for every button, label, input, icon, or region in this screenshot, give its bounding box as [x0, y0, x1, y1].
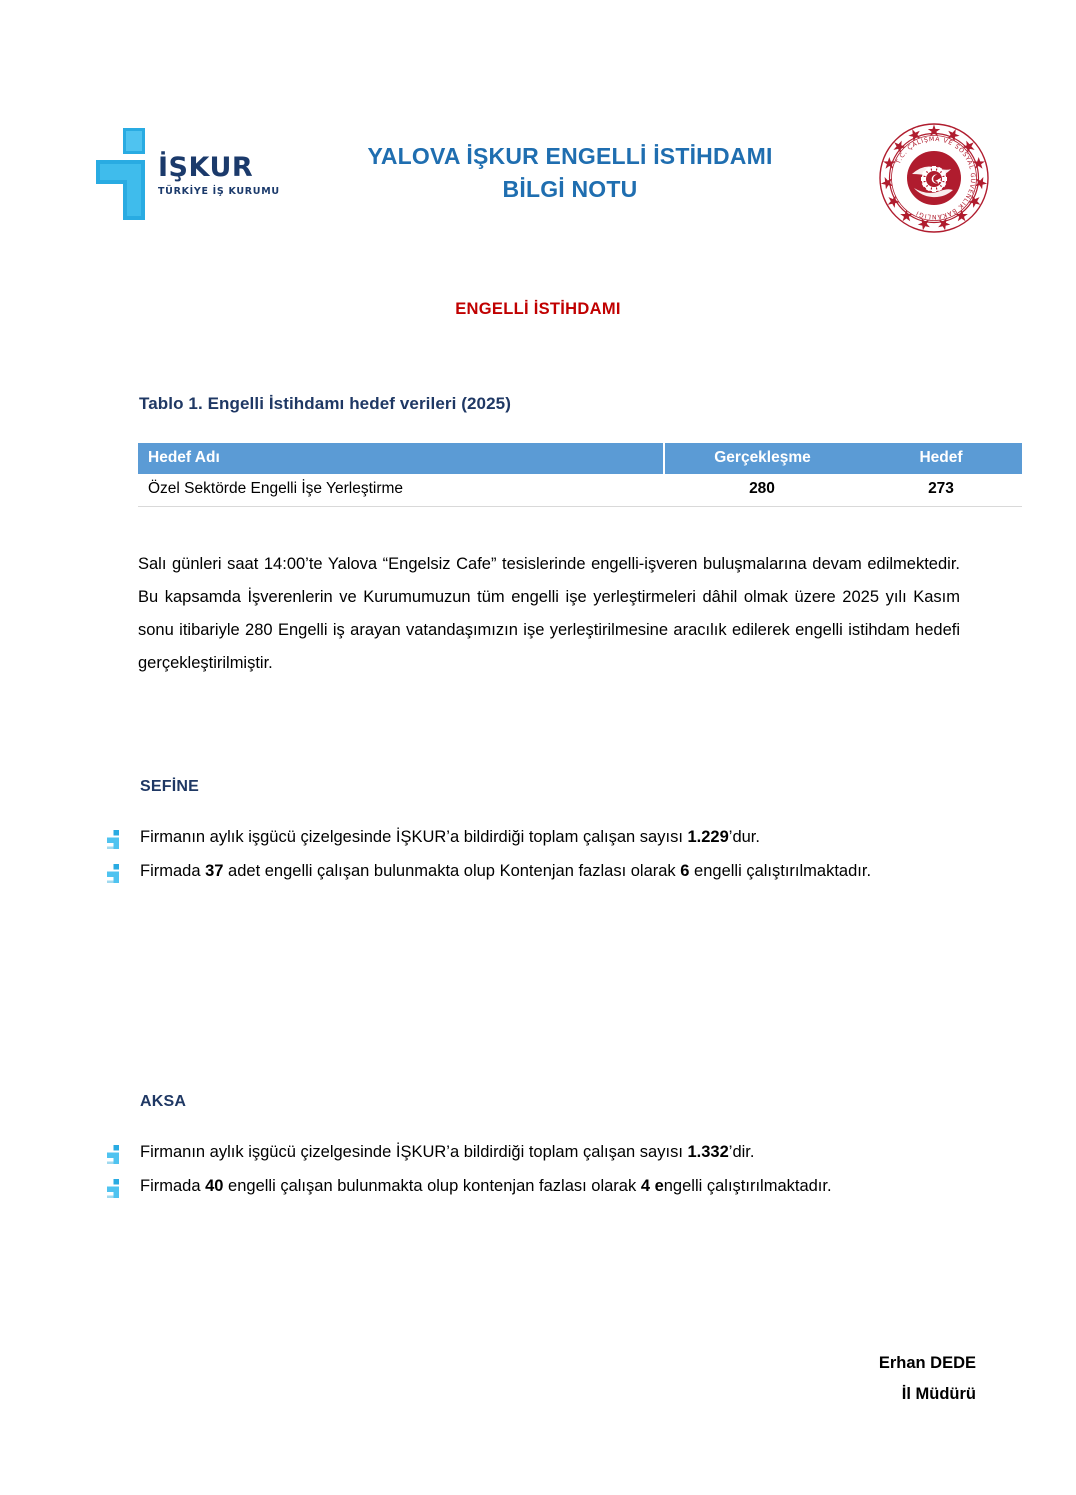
cell-gerceklesme: 280 [664, 474, 860, 507]
table-head [138, 443, 1022, 474]
bullet-text: Firmada [140, 862, 206, 880]
bullet-text: ngelli çalıştırılmaktadır. [663, 1177, 832, 1195]
page-title-line2: BİLGİ NOTU [502, 175, 638, 202]
bullet-text: ’dur. [728, 828, 760, 846]
page-title [300, 140, 840, 205]
table-row [138, 474, 1022, 507]
table-caption: Tablo 1. Engelli İstihdamı hedef verileri (2025) [139, 394, 511, 413]
ministry-seal-icon [878, 122, 990, 234]
company-title: AKSA [140, 1093, 187, 1110]
company-section-aksa [104, 1093, 964, 1204]
section-heading-engelli-istihdami: ENGELLİ İSTİHDAMI [455, 300, 621, 318]
bullet-text: Firmanın aylık işgücü çizelgesinde İŞKUR’a bildirdiği toplam çalışan sayısı [140, 1143, 688, 1161]
cell-hedef: 273 [860, 474, 1022, 507]
cell-hedef-adi: Özel Sektörde Engelli İşe Yerleştirme [138, 474, 664, 507]
emphasis-value: 1.229 [687, 828, 729, 846]
iskur-subtitle: TÜRKİYE İŞ KURUMU [158, 186, 280, 197]
company-title: SEFİNE [140, 778, 199, 795]
bullet-text: Firmanın aylık işgücü çizelgesinde İŞKUR’a bildirdiği toplam çalışan sayısı [140, 828, 688, 846]
iskur-bullet-icon [107, 828, 122, 847]
signature-name: Erhan DEDE [878, 1354, 976, 1372]
bullet-text: adet engelli çalışan bulunmakta olup Kontenjan fazlası olarak [223, 862, 681, 880]
iskur-bullet-icon [107, 1177, 122, 1196]
list-item [104, 821, 964, 854]
bullet-text: engelli çalıştırılmaktadır. [689, 862, 872, 880]
list-item [104, 1170, 964, 1203]
bullet-text: engelli çalışan bulunmakta olup kontenjan fazlası olarak [223, 1177, 641, 1195]
company-bullet-list [104, 1136, 964, 1203]
document-header [0, 118, 1076, 238]
emphasis-value: 4 e [640, 1177, 664, 1195]
target-data-table [138, 443, 1022, 507]
list-item [104, 1136, 964, 1169]
bullet-text: ’dir. [728, 1143, 755, 1161]
iskur-bullet-icon [107, 862, 122, 881]
signature-role: İl Müdürü [901, 1384, 976, 1403]
column-header-gerceklesme: Gerçekleşme [664, 443, 860, 474]
page-title-line1: YALOVA İŞKUR ENGELLİ İSTİHDAMI [367, 143, 773, 169]
company-bullet-list [104, 821, 964, 888]
bullet-text: Firmada [140, 1177, 206, 1195]
emphasis-value: 1.332 [687, 1143, 729, 1161]
list-item [104, 855, 964, 888]
signature-block [0, 1348, 1076, 1409]
table-header-row [138, 443, 1022, 474]
column-header-hedef: Hedef [860, 443, 1022, 474]
iskur-name: İŞKUR [158, 152, 254, 183]
emphasis-value: 40 [205, 1177, 224, 1195]
iskur-bullet-icon [107, 1143, 122, 1162]
iskur-logo-icon [96, 128, 156, 220]
svg-text:T.C. ÇALIŞMA VE SOSYAL GÜVENLİ: T.C. ÇALIŞMA VE SOSYAL GÜVENLİK BAKANLIĞI [894, 135, 977, 221]
emphasis-value: 6 [680, 862, 690, 880]
body-paragraph: Salı günleri saat 14:00’te Yalova “Engelsiz Cafe” tesislerinde engelli-işveren buluşmalarına devam edilmektedir. Bu kapsamda İşverenlerin ve Kurumumuzun tüm engelli işe yerleştirmeleri dâhil olmak üzere 2025 yılı Kasım sonu itibariyle 280 Engelli iş arayan vatandaşımızın işe yerleştirilmesine aracılık edilerek engelli istihdam hedefi gerçekleştirilmiştir. [138, 554, 960, 672]
table-body [138, 474, 1022, 507]
company-section-sefine [104, 778, 964, 889]
emphasis-value: 37 [205, 862, 224, 880]
column-header-hedef-adi: Hedef Adı [138, 443, 664, 474]
